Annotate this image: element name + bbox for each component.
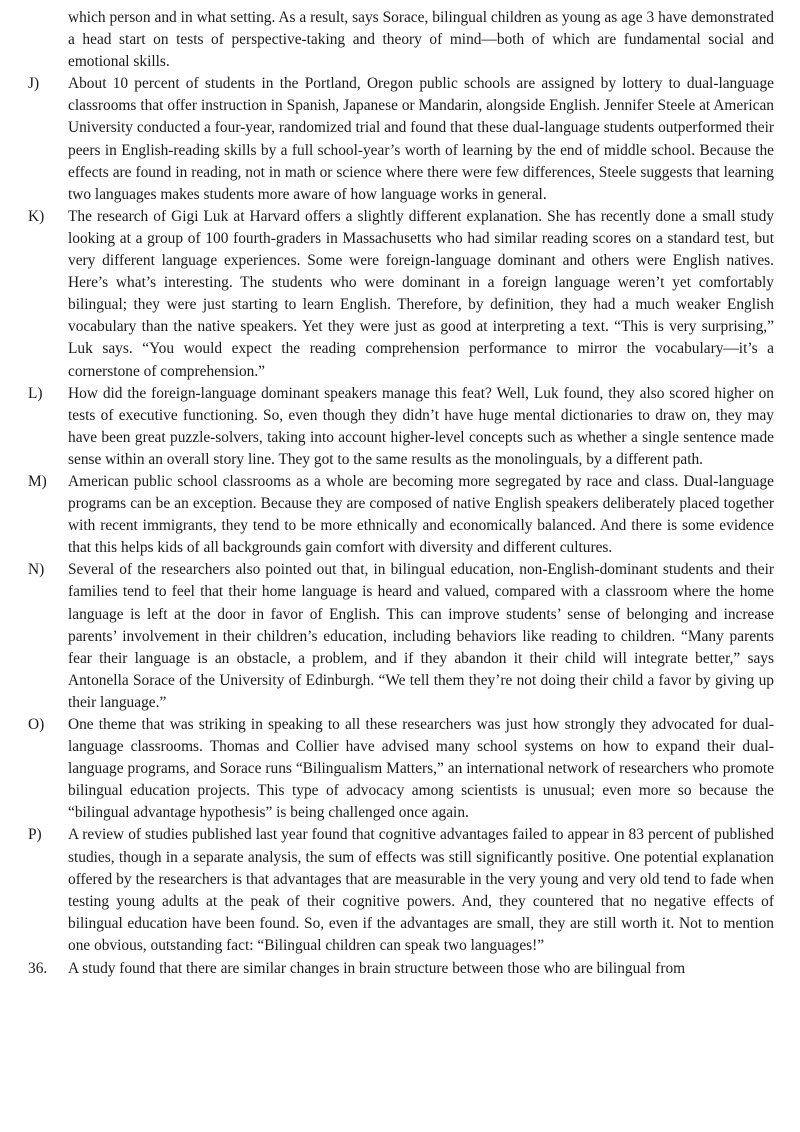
paragraph-label: L) bbox=[28, 384, 43, 402]
paragraph-j bbox=[28, 73, 774, 206]
paragraph-label: J) bbox=[28, 75, 40, 93]
paragraph-text: Several of the researchers also pointed out that, in bilingual education, non-English-dominant students and their families tend to feel that their home language is heard and valued, compared with a classroom where the home language is left at the door in favor of English. This can improve students’ sense of belonging and increase parents’ involvement in their children’s education, including behaviors like reading to children. “Many parents fear their language is an obstacle, a problem, and if they abandon it their child will integrate better,” says Antonella Sorace of the University of Edinburgh. “We tell them they’re not doing their child a favor by giving up their language.” bbox=[68, 561, 774, 711]
paragraph-text: A review of studies published last year found that cognitive advantages failed to appear in 83 percent of published studies, though in a separate analysis, the sum of effects was still significantly positive. One potential explanation offered by the researchers is that advantages that are measurable in the very young and very old tend to fade when testing young adults at the peak of their cognitive powers. And, they countered that no negative effects of bilingual education have been found. So, even if the advantages are small, they are still worth it. Not to mention one obvious, outstanding fact: “Bilingual children can speak two languages!” bbox=[68, 826, 774, 954]
question-36 bbox=[28, 958, 774, 980]
paragraph-o bbox=[28, 714, 774, 824]
paragraph-text: The research of Gigi Luk at Harvard offers a slightly different explanation. She has recently done a small study looking at a group of 100 fourth-graders in Massachusetts who had similar reading scores on a standard test, but very different language experiences. Some were foreign-language dominant and others were English natives. Here’s what’s interesting. The students who were dominant in a foreign language weren’t yet comfortably bilingual; they were just starting to learn English. Therefore, by definition, they had a much weaker English vocabulary than the native speakers. Yet they were just as good at interpreting a text. “This is very surprising,” Luk says. “You would expect the reading comprehension performance to mirror the vocabulary—it’s a cornerstone of comprehension.” bbox=[68, 207, 774, 380]
paragraph-text: How did the foreign-language dominant speakers manage this feat? Well, Luk found, they also scored higher on tests of executive functioning. So, even though they didn’t have huge mental dictionaries to draw on, they may have been great puzzle-solvers, taking into account higher-level concepts such as whether a single sentence made sense within an overall story line. They got to the same results as the monolinguals, by a different path. bbox=[68, 384, 774, 468]
question-number: 36. bbox=[28, 960, 48, 978]
paragraph-text: About 10 percent of students in the Portland, Oregon public schools are assigned by lottery to dual-language classrooms that offer instruction in Spanish, Japanese or Mandarin, alongside English. Jennifer Steele at American University conducted a four-year, randomized trial and found that these dual-language students outperformed their peers in English-reading skills by a full school-year’s worth of learning by the end of middle school. Because the effects are found in reading, not in math or science where there were few differences, Steele suggests that learning two languages makes students more aware of how language works in general. bbox=[68, 75, 774, 203]
paragraph-n bbox=[28, 559, 774, 714]
continued-paragraph: which person and in what setting. As a result, says Sorace, bilingual children as young as age 3 have demonstrated a head start on tests of perspective-taking and theory of mind—both of which are fundamental social and emotional skills. bbox=[68, 9, 774, 71]
paragraph-label: K) bbox=[28, 207, 45, 225]
paragraph-m bbox=[28, 471, 774, 559]
paragraph-text: One theme that was striking in speaking to all these researchers was just how strongly they advocated for dual-language classrooms. Thomas and Collier have advised many school systems on how to expand their dual-language programs, and Sorace runs “Bilingualism Matters,” an international network of researchers who promote bilingual education projects. This type of advocacy among scientists is unusual; even more so because the “bilingual advantage hypothesis” is being challenged once again. bbox=[68, 716, 774, 822]
paragraph-k bbox=[28, 206, 774, 383]
paragraph-label: P) bbox=[28, 826, 42, 844]
paragraph-l bbox=[28, 383, 774, 471]
paragraph-label: N) bbox=[28, 561, 45, 579]
paragraph-label: O) bbox=[28, 716, 45, 733]
question-text: A study found that there are similar changes in brain structure between those who are bilingual from bbox=[68, 960, 686, 978]
paragraph-label: M) bbox=[28, 472, 47, 490]
paragraph-p bbox=[28, 824, 774, 957]
paragraph-text: American public school classrooms as a whole are becoming more segregated by race and class. Dual-language programs can be an exception. Because they are composed of native English speakers deliberately placed together with recent immigrants, they tend to be more ethnically and economically balanced. And there is some evidence that this helps kids of all backgrounds gain comfort with diversity and different cultures. bbox=[68, 472, 774, 557]
